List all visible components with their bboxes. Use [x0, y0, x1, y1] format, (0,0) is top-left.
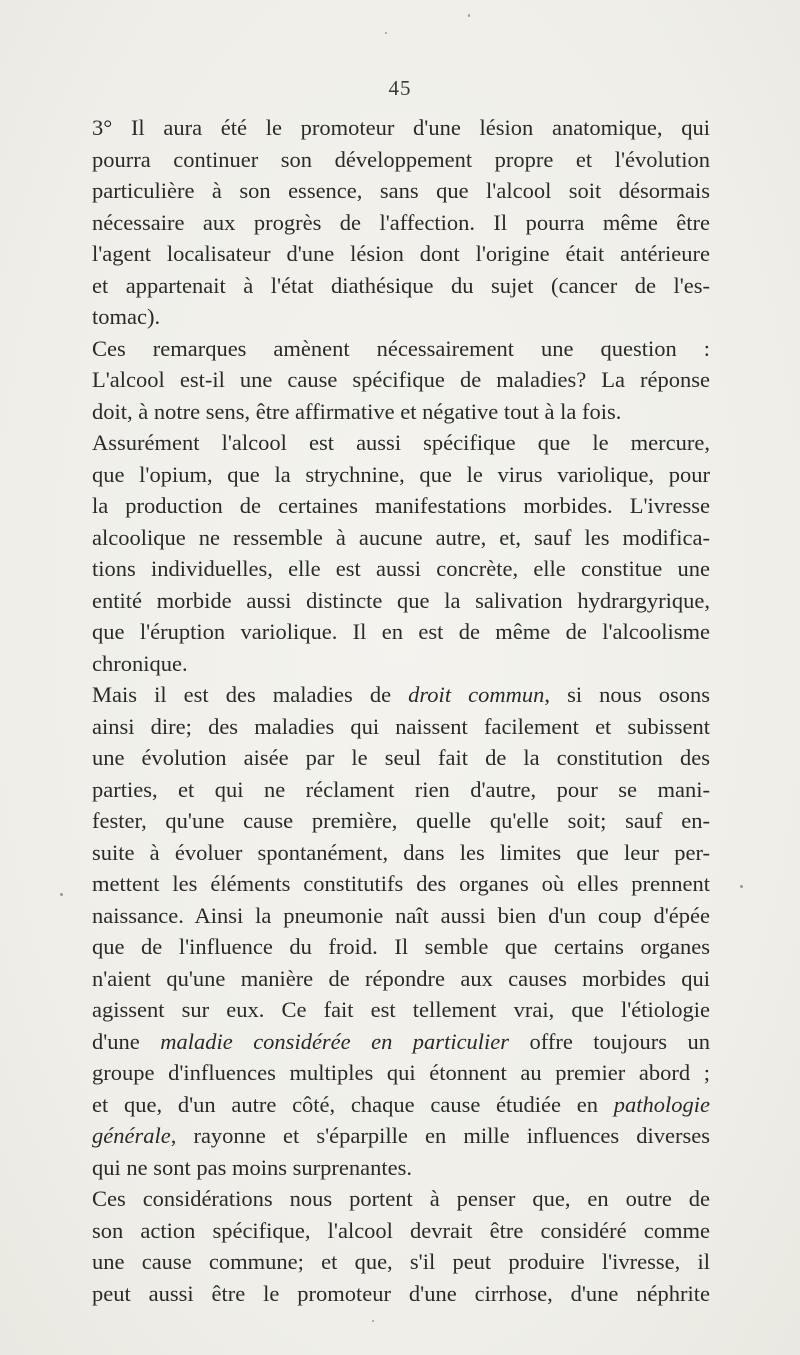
paper-speck	[60, 893, 63, 896]
text-line	[92, 837, 710, 869]
text-line	[92, 616, 710, 648]
text-run: agissent sur eux. Ce fait est tellement vrai, que l'étiologie	[92, 997, 710, 1022]
text-line	[92, 396, 710, 428]
text-run: que l'opium, que la strychnine, que le virus variolique, pour	[92, 461, 710, 487]
text-line	[92, 648, 710, 680]
text-line	[92, 301, 710, 333]
text-run: entité morbide aussi distincte que la salivation hydrargyrique,	[92, 587, 710, 613]
text-run: doit, à notre sens, être affirmative et négative tout à la fois.	[92, 398, 622, 424]
text-line	[92, 364, 710, 396]
text-run: Assurément l'alcool est aussi spécifique que le mercure,	[92, 430, 710, 455]
text-line	[92, 270, 710, 302]
text-line	[92, 522, 710, 554]
text-run: nécessaire aux progrès de l'affection. Il pourra même être	[92, 209, 710, 235]
italic-text: droit commun	[408, 682, 545, 707]
italic-text: maladie considérée en particulier	[160, 1028, 510, 1054]
text-line	[92, 1246, 710, 1278]
text-line	[92, 994, 710, 1026]
text-line	[92, 112, 710, 144]
text-line	[92, 679, 710, 711]
text-line	[92, 427, 710, 459]
text-line	[92, 1089, 710, 1121]
text-line	[92, 238, 710, 270]
text-line	[92, 711, 710, 743]
text-line	[92, 963, 710, 995]
text-line	[92, 585, 710, 617]
text-run: peut aussi être le promoteur d'une cirrhose, d'une néphrite	[92, 1280, 710, 1306]
text-line	[92, 1183, 710, 1215]
text-line	[92, 774, 710, 806]
text-run: alcoolique ne ressemble à aucune autre, et, sauf les modifica-	[92, 524, 710, 550]
text-run: n'aient qu'une manière de répondre aux causes morbides qui	[92, 965, 710, 991]
text-run: que l'éruption variolique. Il en est de même de l'alcoolisme	[92, 619, 710, 644]
paper-speck	[468, 14, 470, 17]
text-run: qui ne sont pas moins surprenantes.	[92, 1154, 412, 1180]
text-line	[92, 742, 710, 774]
text-line	[92, 1057, 710, 1089]
text-run: tions individuelles, elle est aussi concrète, elle constitue une	[92, 556, 710, 581]
text-line	[92, 1152, 710, 1184]
paper-speck	[385, 32, 387, 34]
text-run: parties, et qui ne réclament rien d'autre, pour se mani-	[92, 776, 710, 802]
text-run: fester, qu'une cause première, quelle qu'elle soit; sauf en-	[92, 808, 710, 833]
body-text	[92, 112, 710, 1309]
text-line	[92, 931, 710, 963]
text-run: groupe d'influences multiples qui étonnent au premier abord ;	[92, 1060, 710, 1085]
text-run: l'agent localisateur d'une lésion dont l'origine était antérieure	[92, 241, 710, 266]
text-line	[92, 207, 710, 239]
text-run: L'alcool est-il une cause spécifique de maladies? La réponse	[92, 367, 710, 392]
page-number: 45	[388, 76, 412, 100]
text-run: naissance. Ainsi la pneumonie naît aussi bien d'un coup d'épée	[92, 902, 710, 928]
text-run: et que, d'un autre côté, chaque cause étudiée en	[92, 1091, 614, 1117]
text-run: chronique.	[92, 650, 188, 676]
text-run: son action spécifique, l'alcool devrait être considéré comme	[92, 1217, 710, 1243]
text-run: suite à évoluer spontanément, dans les limites que leur per-	[92, 839, 710, 865]
text-line	[92, 553, 710, 585]
text-run: , si nous osons	[544, 682, 710, 707]
text-run: Ces remarques amènent nécessairement une question :	[92, 335, 710, 361]
text-run: d'une	[92, 1028, 161, 1054]
text-line	[92, 1120, 710, 1152]
italic-text: pathologie	[613, 1091, 710, 1117]
text-line	[92, 868, 710, 900]
text-run: ainsi dire; des maladies qui naissent facilement et subissent	[92, 713, 710, 739]
text-run: offre toujours un	[509, 1028, 710, 1054]
text-line	[92, 805, 710, 837]
paper-speck	[372, 1320, 374, 1322]
text-line	[92, 333, 710, 365]
text-line	[92, 144, 710, 176]
text-run: Ces considérations nous portent à penser que, en outre de	[92, 1186, 710, 1211]
text-run: que de l'influence du froid. Il semble que certains organes	[92, 934, 710, 959]
text-run: Mais il est des maladies de	[92, 682, 409, 707]
text-line	[92, 1215, 710, 1247]
italic-text: générale	[92, 1123, 171, 1148]
text-run: particulière à son essence, sans que l'alcool soit désormais	[92, 178, 710, 203]
text-run: 3° Il aura été le promoteur d'une lésion anatomique, qui	[92, 115, 710, 140]
text-run: une évolution aisée par le seul fait de la constitution des	[92, 745, 710, 770]
text-line	[92, 459, 710, 491]
text-run: pourra continuer son développement propre et l'évolution	[92, 146, 710, 172]
text-run: la production de certaines manifestations morbides. L'ivresse	[92, 493, 710, 518]
text-line	[92, 175, 710, 207]
text-line	[92, 490, 710, 522]
text-line	[92, 1278, 710, 1310]
text-run: , rayonne et s'éparpille en mille influences diverses	[170, 1123, 710, 1148]
text-line	[92, 1026, 710, 1058]
text-line	[92, 900, 710, 932]
text-run: tomac).	[92, 304, 161, 329]
text-run: mettent les éléments constitutifs des organes où elles prennent	[92, 871, 710, 896]
text-run: et appartenait à l'état diathésique du sujet (cancer de l'es-	[92, 272, 710, 298]
paper-speck	[740, 885, 743, 888]
text-run: une cause commune; et que, s'il peut produire l'ivresse, il	[92, 1249, 710, 1274]
